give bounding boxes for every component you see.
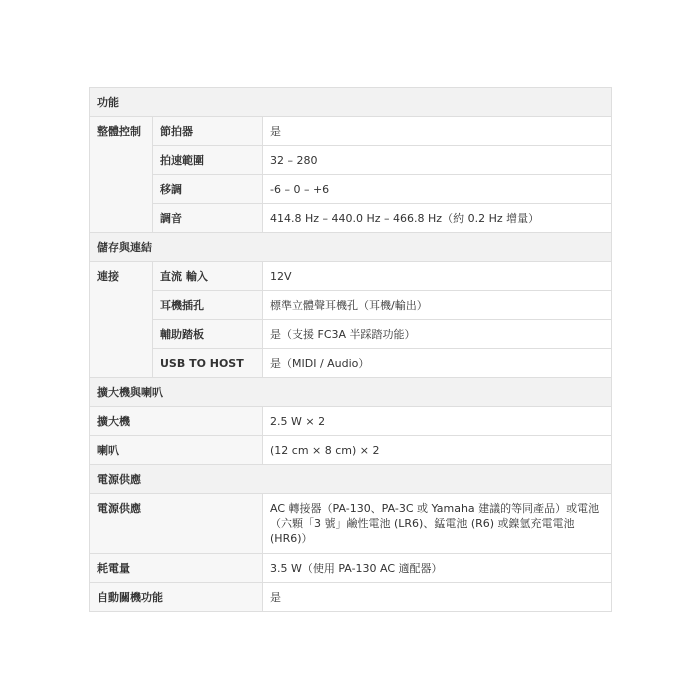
row-label: 移調	[153, 175, 263, 204]
table-row	[90, 436, 612, 465]
row-value: 是	[263, 583, 612, 612]
row-value: 32 – 280	[263, 146, 612, 175]
row-label: 耳機插孔	[153, 291, 263, 320]
section-title: 儲存與連結	[90, 233, 612, 262]
row-value: 是（支援 FC3A 半踩踏功能）	[263, 320, 612, 349]
row-value: 12V	[263, 262, 612, 291]
section-header-power	[90, 465, 612, 494]
row-value: 3.5 W（使用 PA-130 AC 適配器）	[263, 554, 612, 583]
section-title: 電源供應	[90, 465, 612, 494]
table-row	[90, 494, 612, 554]
group-label: 連接	[90, 262, 153, 378]
table-row	[90, 175, 612, 204]
row-label: 耗電量	[90, 554, 263, 583]
table-row	[90, 146, 612, 175]
row-label: 喇叭	[90, 436, 263, 465]
row-label: 電源供應	[90, 494, 263, 554]
section-header-function	[90, 88, 612, 117]
row-value: -6 – 0 – +6	[263, 175, 612, 204]
table-row	[90, 320, 612, 349]
row-value: (12 cm × 8 cm) × 2	[263, 436, 612, 465]
row-value: 是（MIDI / Audio）	[263, 349, 612, 378]
row-label: 直流 輸入	[153, 262, 263, 291]
section-header-amp	[90, 378, 612, 407]
group-label: 整體控制	[90, 117, 153, 233]
row-label: 擴大機	[90, 407, 263, 436]
row-value: 2.5 W × 2	[263, 407, 612, 436]
row-value: 是	[263, 117, 612, 146]
row-value: 標準立體聲耳機孔（耳機/輸出）	[263, 291, 612, 320]
row-value: 414.8 Hz – 440.0 Hz – 466.8 Hz（約 0.2 Hz 增量）	[263, 204, 612, 233]
row-value: AC 轉接器（PA-130、PA-3C 或 Yamaha 建議的等同產品）或電池（六顆「3 號」鹼性電池 (LR6)、錳電池 (R6) 或鎳氫充電電池 (HR6)）	[263, 494, 612, 554]
row-label: 輔助踏板	[153, 320, 263, 349]
spec-table	[89, 87, 612, 612]
table-row	[90, 291, 612, 320]
table-row	[90, 349, 612, 378]
section-title: 擴大機與喇叭	[90, 378, 612, 407]
row-label: USB TO HOST	[153, 349, 263, 378]
section-title: 功能	[90, 88, 612, 117]
row-label: 節拍器	[153, 117, 263, 146]
section-header-storage	[90, 233, 612, 262]
row-label: 拍速範圍	[153, 146, 263, 175]
table-row	[90, 583, 612, 612]
table-row	[90, 204, 612, 233]
table-row	[90, 117, 612, 146]
table-row	[90, 262, 612, 291]
row-label: 調音	[153, 204, 263, 233]
row-label: 自動關機功能	[90, 583, 263, 612]
table-row	[90, 407, 612, 436]
table-row	[90, 554, 612, 583]
